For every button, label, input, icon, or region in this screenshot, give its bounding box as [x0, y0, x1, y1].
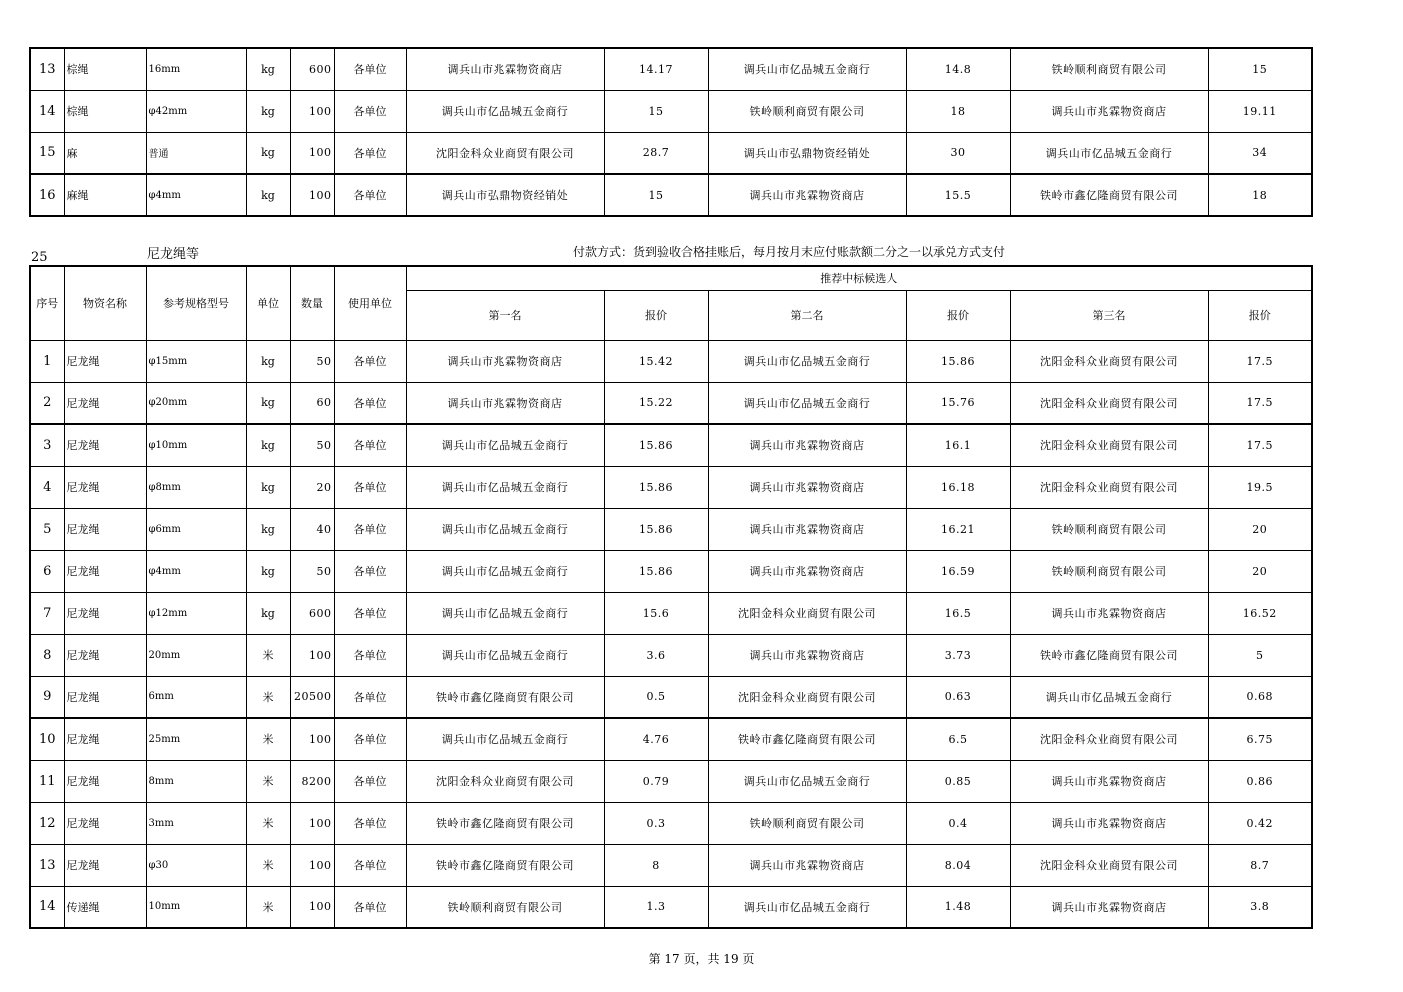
cell-quantity: 100: [290, 718, 334, 760]
cell-quantity: 100: [290, 174, 334, 216]
cell-index: 11: [30, 760, 64, 802]
cell-material-name: 传递绳: [64, 886, 146, 928]
cell-unit: kg: [246, 132, 290, 174]
cell-department: 各单位: [334, 886, 406, 928]
table-row: [30, 802, 1312, 844]
cell-spec: 25mm: [146, 718, 246, 760]
cell-index: 9: [30, 676, 64, 718]
cell-first: 调兵山市亿品城五金商行: [406, 550, 604, 592]
cell-price-1: 15: [604, 90, 708, 132]
cell-unit: kg: [246, 382, 290, 424]
cell-spec: φ20mm: [146, 382, 246, 424]
cell-unit: kg: [246, 174, 290, 216]
cell-third: 沈阳金科众业商贸有限公司: [1010, 382, 1208, 424]
cell-material-name: 尼龙绳: [64, 340, 146, 382]
cell-material-name: 尼龙绳: [64, 802, 146, 844]
cell-material-name: 尼龙绳: [64, 676, 146, 718]
cell-third: 铁岭市鑫亿隆商贸有限公司: [1010, 174, 1208, 216]
cell-price-2: 16.1: [906, 424, 1010, 466]
cell-spec: φ4mm: [146, 550, 246, 592]
cell-index: 7: [30, 592, 64, 634]
cell-price-2: 3.73: [906, 634, 1010, 676]
cell-price-2: 0.63: [906, 676, 1010, 718]
cell-third: 铁岭顺利商贸有限公司: [1010, 48, 1208, 90]
cell-price-2: 18: [906, 90, 1010, 132]
cell-department: 各单位: [334, 844, 406, 886]
cell-price-2: 15.86: [906, 340, 1010, 382]
cell-third: 调兵山市兆霖物资商店: [1010, 802, 1208, 844]
table-row: [30, 886, 1312, 928]
cell-price-1: 15.6: [604, 592, 708, 634]
cell-price-2: 0.4: [906, 802, 1010, 844]
table-row: [30, 718, 1312, 760]
cell-price-1: 4.76: [604, 718, 708, 760]
cell-price-1: 15.86: [604, 424, 708, 466]
cell-department: 各单位: [334, 340, 406, 382]
cell-price-2: 0.85: [906, 760, 1010, 802]
cell-department: 各单位: [334, 382, 406, 424]
cell-quantity: 100: [290, 634, 334, 676]
cell-department: 各单位: [334, 718, 406, 760]
cell-price-2: 14.8: [906, 48, 1010, 90]
header-recommend: 推荐中标候选人: [406, 266, 1312, 290]
cell-unit: kg: [246, 340, 290, 382]
cell-quantity: 100: [290, 802, 334, 844]
cell-price-2: 30: [906, 132, 1010, 174]
cell-price-3: 0.86: [1208, 760, 1312, 802]
cell-third: 铁岭市鑫亿隆商贸有限公司: [1010, 634, 1208, 676]
header-unit: 单位: [246, 266, 290, 340]
cell-index: 6: [30, 550, 64, 592]
cell-price-3: 17.5: [1208, 424, 1312, 466]
payment-terms: 付款方式：货到验收合格挂账后，每月按月末应付账款额二分之一以承兑方式支付: [573, 245, 1006, 259]
cell-second: 调兵山市兆霖物资商店: [708, 508, 906, 550]
cell-price-1: 15.22: [604, 382, 708, 424]
cell-unit: kg: [246, 466, 290, 508]
cell-third: 沈阳金科众业商贸有限公司: [1010, 340, 1208, 382]
cell-price-1: 28.7: [604, 132, 708, 174]
cell-department: 各单位: [334, 48, 406, 90]
cell-second: 铁岭市鑫亿隆商贸有限公司: [708, 718, 906, 760]
cell-spec: 20mm: [146, 634, 246, 676]
cell-material-name: 尼龙绳: [64, 844, 146, 886]
cell-price-1: 15.42: [604, 340, 708, 382]
cell-index: 2: [30, 382, 64, 424]
cell-spec: φ8mm: [146, 466, 246, 508]
cell-price-1: 0.5: [604, 676, 708, 718]
cell-material-name: 麻: [64, 132, 146, 174]
cell-material-name: 尼龙绳: [64, 508, 146, 550]
cell-material-name: 尼龙绳: [64, 466, 146, 508]
cell-department: 各单位: [334, 90, 406, 132]
cell-unit: kg: [246, 508, 290, 550]
cell-price-3: 0.42: [1208, 802, 1312, 844]
cell-material-name: 尼龙绳: [64, 760, 146, 802]
cell-spec: φ6mm: [146, 508, 246, 550]
cell-spec: 3mm: [146, 802, 246, 844]
cell-second: 调兵山市兆霖物资商店: [708, 174, 906, 216]
header-second: 第二名: [708, 290, 906, 340]
cell-department: 各单位: [334, 634, 406, 676]
cell-second: 调兵山市弘鼎物资经销处: [708, 132, 906, 174]
cell-index: 13: [30, 844, 64, 886]
cell-first: 调兵山市兆霖物资商店: [406, 382, 604, 424]
cell-first: 调兵山市亿品城五金商行: [406, 592, 604, 634]
cell-price-3: 3.8: [1208, 886, 1312, 928]
cell-department: 各单位: [334, 424, 406, 466]
table-row: [30, 676, 1312, 718]
cell-price-3: 8.7: [1208, 844, 1312, 886]
cell-price-2: 6.5: [906, 718, 1010, 760]
cell-material-name: 麻绳: [64, 174, 146, 216]
cell-index: 15: [30, 132, 64, 174]
cell-price-2: 1.48: [906, 886, 1010, 928]
cell-price-3: 5: [1208, 634, 1312, 676]
cell-index: 12: [30, 802, 64, 844]
cell-spec: 16mm: [146, 48, 246, 90]
cell-first: 调兵山市亿品城五金商行: [406, 90, 604, 132]
cell-index: 1: [30, 340, 64, 382]
table-row: [30, 48, 1312, 90]
table-row: [30, 424, 1312, 466]
cell-index: 16: [30, 174, 64, 216]
cell-unit: kg: [246, 90, 290, 132]
cell-third: 沈阳金科众业商贸有限公司: [1010, 424, 1208, 466]
cell-price-3: 19.11: [1208, 90, 1312, 132]
cell-material-name: 棕绳: [64, 48, 146, 90]
cell-material-name: 尼龙绳: [64, 550, 146, 592]
cell-price-1: 15.86: [604, 550, 708, 592]
cell-quantity: 100: [290, 90, 334, 132]
cell-second: 沈阳金科众业商贸有限公司: [708, 676, 906, 718]
cell-first: 沈阳金科众业商贸有限公司: [406, 760, 604, 802]
cell-price-3: 17.5: [1208, 340, 1312, 382]
cell-quantity: 600: [290, 48, 334, 90]
cell-first: 调兵山市兆霖物资商店: [406, 340, 604, 382]
table-row: [30, 844, 1312, 886]
cell-price-1: 15.86: [604, 466, 708, 508]
cell-third: 调兵山市兆霖物资商店: [1010, 592, 1208, 634]
cell-material-name: 尼龙绳: [64, 634, 146, 676]
cell-index: 14: [30, 886, 64, 928]
cell-unit: 米: [246, 634, 290, 676]
header-price-2: 报价: [906, 290, 1010, 340]
cell-material-name: 尼龙绳: [64, 592, 146, 634]
header-department: 使用单位: [334, 266, 406, 340]
cell-price-3: 17.5: [1208, 382, 1312, 424]
cell-spec: 6mm: [146, 676, 246, 718]
table-row: [30, 340, 1312, 382]
table-row: [30, 634, 1312, 676]
cell-quantity: 50: [290, 424, 334, 466]
cell-price-1: 3.6: [604, 634, 708, 676]
table-row: [30, 508, 1312, 550]
cell-spec: φ10mm: [146, 424, 246, 466]
cell-price-1: 15.86: [604, 508, 708, 550]
cell-price-1: 0.3: [604, 802, 708, 844]
cell-department: 各单位: [334, 508, 406, 550]
cell-department: 各单位: [334, 550, 406, 592]
cell-price-2: 8.04: [906, 844, 1010, 886]
cell-unit: kg: [246, 550, 290, 592]
cell-first: 调兵山市亿品城五金商行: [406, 634, 604, 676]
table-row: [30, 550, 1312, 592]
cell-price-3: 15: [1208, 48, 1312, 90]
cell-second: 调兵山市亿品城五金商行: [708, 340, 906, 382]
cell-first: 铁岭市鑫亿隆商贸有限公司: [406, 802, 604, 844]
cell-first: 铁岭顺利商贸有限公司: [406, 886, 604, 928]
cell-unit: kg: [246, 48, 290, 90]
table-row: [30, 466, 1312, 508]
section-title: 尼龙绳等: [147, 247, 200, 262]
cell-second: 铁岭顺利商贸有限公司: [708, 802, 906, 844]
header-material-name: 物资名称: [64, 266, 146, 340]
cell-unit: 米: [246, 676, 290, 718]
table-row: [30, 592, 1312, 634]
cell-spec: φ42mm: [146, 90, 246, 132]
cell-first: 调兵山市亿品城五金商行: [406, 466, 604, 508]
cell-first: 铁岭市鑫亿隆商贸有限公司: [406, 844, 604, 886]
cell-department: 各单位: [334, 760, 406, 802]
cell-second: 沈阳金科众业商贸有限公司: [708, 592, 906, 634]
cell-spec: 10mm: [146, 886, 246, 928]
header-index: 序号: [30, 266, 64, 340]
cell-price-1: 15: [604, 174, 708, 216]
cell-index: 8: [30, 634, 64, 676]
cell-unit: 米: [246, 718, 290, 760]
cell-second: 调兵山市亿品城五金商行: [708, 48, 906, 90]
cell-spec: 8mm: [146, 760, 246, 802]
cell-price-1: 8: [604, 844, 708, 886]
cell-first: 沈阳金科众业商贸有限公司: [406, 132, 604, 174]
cell-third: 调兵山市亿品城五金商行: [1010, 132, 1208, 174]
cell-third: 沈阳金科众业商贸有限公司: [1010, 718, 1208, 760]
table-row: [30, 174, 1312, 216]
cell-quantity: 100: [290, 132, 334, 174]
cell-price-2: 15.5: [906, 174, 1010, 216]
cell-quantity: 20500: [290, 676, 334, 718]
cell-price-2: 16.21: [906, 508, 1010, 550]
cell-price-2: 16.18: [906, 466, 1010, 508]
header-third: 第三名: [1010, 290, 1208, 340]
cell-price-3: 19.5: [1208, 466, 1312, 508]
cell-second: 调兵山市兆霖物资商店: [708, 634, 906, 676]
cell-price-3: 20: [1208, 550, 1312, 592]
table-row: [30, 90, 1312, 132]
cell-department: 各单位: [334, 174, 406, 216]
cell-department: 各单位: [334, 676, 406, 718]
table-row: [30, 382, 1312, 424]
cell-first: 铁岭市鑫亿隆商贸有限公司: [406, 676, 604, 718]
table-row: [30, 760, 1312, 802]
cell-first: 调兵山市兆霖物资商店: [406, 48, 604, 90]
cell-price-1: 1.3: [604, 886, 708, 928]
table-row: [30, 132, 1312, 174]
cell-quantity: 100: [290, 844, 334, 886]
cell-price-3: 18: [1208, 174, 1312, 216]
cell-material-name: 尼龙绳: [64, 424, 146, 466]
cell-spec: φ4mm: [146, 174, 246, 216]
cell-third: 沈阳金科众业商贸有限公司: [1010, 466, 1208, 508]
cell-department: 各单位: [334, 592, 406, 634]
cell-first: 调兵山市亿品城五金商行: [406, 424, 604, 466]
cell-price-2: 16.5: [906, 592, 1010, 634]
section-number: 25: [31, 250, 48, 265]
cell-index: 3: [30, 424, 64, 466]
cell-price-3: 20: [1208, 508, 1312, 550]
cell-material-name: 尼龙绳: [64, 718, 146, 760]
header-quantity: 数量: [290, 266, 334, 340]
cell-price-3: 34: [1208, 132, 1312, 174]
cell-index: 13: [30, 48, 64, 90]
cell-second: 调兵山市兆霖物资商店: [708, 424, 906, 466]
cell-price-3: 0.68: [1208, 676, 1312, 718]
cell-quantity: 40: [290, 508, 334, 550]
cell-quantity: 20: [290, 466, 334, 508]
cell-third: 铁岭顺利商贸有限公司: [1010, 550, 1208, 592]
cell-department: 各单位: [334, 466, 406, 508]
cell-quantity: 100: [290, 886, 334, 928]
cell-spec: φ15mm: [146, 340, 246, 382]
header-price-1: 报价: [604, 290, 708, 340]
cell-second: 调兵山市兆霖物资商店: [708, 844, 906, 886]
cell-index: 10: [30, 718, 64, 760]
cell-department: 各单位: [334, 802, 406, 844]
cell-quantity: 8200: [290, 760, 334, 802]
cell-unit: 米: [246, 760, 290, 802]
cell-second: 调兵山市兆霖物资商店: [708, 550, 906, 592]
cell-unit: kg: [246, 592, 290, 634]
cell-third: 沈阳金科众业商贸有限公司: [1010, 844, 1208, 886]
cell-index: 14: [30, 90, 64, 132]
nylon-rope-bid-table: [29, 265, 1313, 929]
cell-index: 5: [30, 508, 64, 550]
cell-unit: 米: [246, 802, 290, 844]
cell-second: 铁岭顺利商贸有限公司: [708, 90, 906, 132]
cell-quantity: 50: [290, 340, 334, 382]
header-spec: 参考规格型号: [146, 266, 246, 340]
cell-unit: kg: [246, 424, 290, 466]
cell-unit: 米: [246, 844, 290, 886]
cell-quantity: 50: [290, 550, 334, 592]
cell-material-name: 棕绳: [64, 90, 146, 132]
cell-price-2: 15.76: [906, 382, 1010, 424]
cell-spec: 普通: [146, 132, 246, 174]
cell-unit: 米: [246, 886, 290, 928]
cell-index: 4: [30, 466, 64, 508]
cell-third: 调兵山市亿品城五金商行: [1010, 676, 1208, 718]
cell-second: 调兵山市亿品城五金商行: [708, 886, 906, 928]
cell-material-name: 尼龙绳: [64, 382, 146, 424]
page-footer: 第 17 页，共 19 页: [648, 952, 755, 966]
cell-second: 调兵山市亿品城五金商行: [708, 760, 906, 802]
cell-price-1: 14.17: [604, 48, 708, 90]
cell-spec: φ12mm: [146, 592, 246, 634]
cell-quantity: 60: [290, 382, 334, 424]
cell-quantity: 600: [290, 592, 334, 634]
cell-third: 铁岭顺利商贸有限公司: [1010, 508, 1208, 550]
cell-second: 调兵山市兆霖物资商店: [708, 466, 906, 508]
cell-price-1: 0.79: [604, 760, 708, 802]
cell-department: 各单位: [334, 132, 406, 174]
cell-spec: φ30: [146, 844, 246, 886]
cell-first: 调兵山市亿品城五金商行: [406, 718, 604, 760]
cell-third: 调兵山市兆霖物资商店: [1010, 886, 1208, 928]
cell-price-3: 6.75: [1208, 718, 1312, 760]
header-price-3: 报价: [1208, 290, 1312, 340]
cell-first: 调兵山市亿品城五金商行: [406, 508, 604, 550]
cell-second: 调兵山市亿品城五金商行: [708, 382, 906, 424]
cell-first: 调兵山市弘鼎物资经销处: [406, 174, 604, 216]
cell-third: 调兵山市兆霖物资商店: [1010, 760, 1208, 802]
header-first: 第一名: [406, 290, 604, 340]
top-bid-table: [29, 47, 1313, 217]
cell-price-2: 16.59: [906, 550, 1010, 592]
cell-third: 调兵山市兆霖物资商店: [1010, 90, 1208, 132]
cell-price-3: 16.52: [1208, 592, 1312, 634]
